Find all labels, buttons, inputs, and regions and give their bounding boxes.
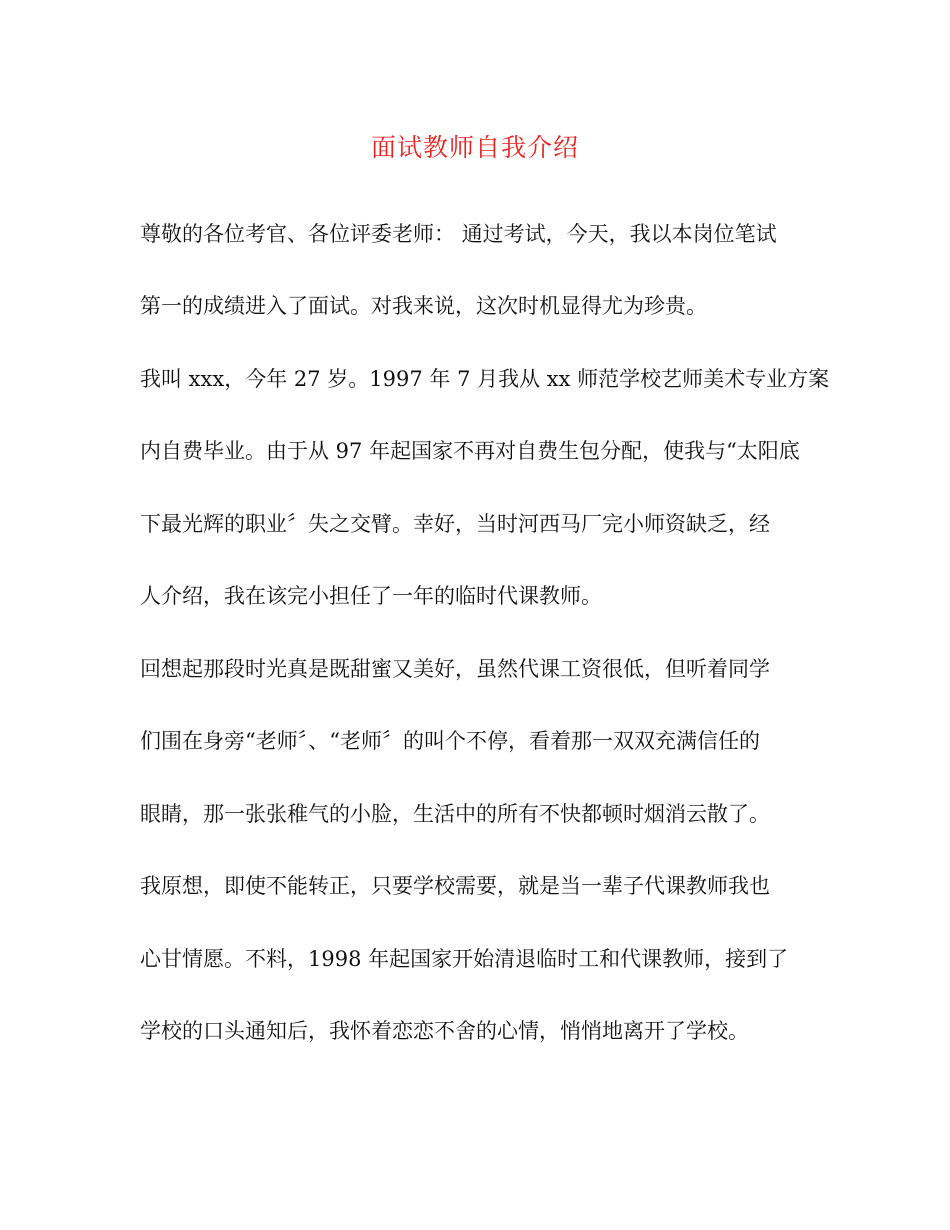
paragraph-line: 下最光辉的职业〞失之交臂。幸好，当时河西马厂完小师资缺乏，经 (140, 512, 770, 536)
document-title: 面试教师自我介绍 (370, 133, 579, 162)
paragraph-line: 眼睛，那一张张稚气的小脸，生活中的所有不快都顿时烟消云散了。 (140, 802, 770, 826)
paragraph-line: 我原想，即使不能转正，只要学校需要，就是当一辈子代课教师我也 (140, 874, 770, 898)
paragraph-line: 人介绍，我在该完小担任了一年的临时代课教师。 (140, 584, 602, 608)
paragraph-line: 学校的口头通知后，我怀着恋恋不舍的心情，悄悄地离开了学校。 (140, 1019, 749, 1043)
paragraph-line: 第一的成绩进入了面试。对我来说，这次时机显得尤为珍贵。 (140, 294, 707, 318)
paragraph-line: 内自费毕业。由于从 97 年起国家不再对自费生包分配，使我与“太阳底 (140, 439, 800, 463)
paragraph-line: 回想起那段时光真是既甜蜜又美好，虽然代课工资很低，但听着同学 (140, 657, 770, 681)
paragraph-line: 们围在身旁“老师〞、“老师〞的叫个不停，看着那一双双充满信任的 (140, 729, 760, 753)
paragraph-line: 心甘情愿。不料，1998 年起国家开始清退临时工和代课教师，接到了 (140, 947, 789, 971)
paragraph-line: 尊敬的各位考官、各位评委老师： 通过考试，今天，我以本岗位笔试 (140, 222, 777, 246)
paragraph-line: 我叫 xxx，今年 27 岁。1997 年 7 月我从 xx 师范学校艺师美术专业方案 (140, 367, 830, 391)
